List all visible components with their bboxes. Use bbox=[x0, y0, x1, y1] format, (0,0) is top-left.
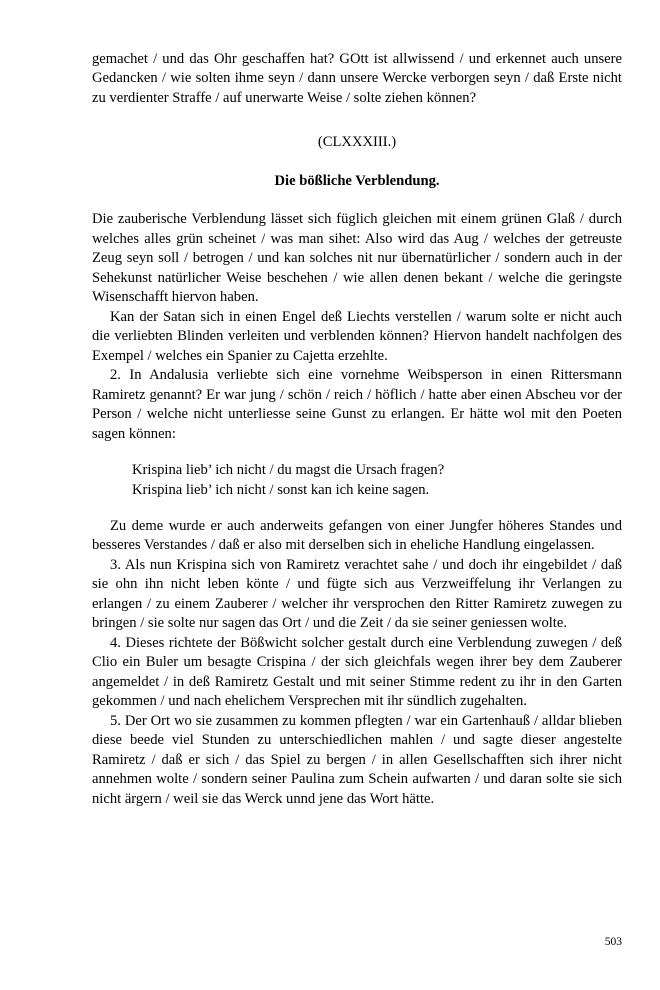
chapter-title: Die bößliche Verblendung. bbox=[274, 173, 440, 190]
verse-line-2: Krispina lieb’ ich nicht / sonst kan ich keine sagen. bbox=[132, 481, 430, 498]
page-number: 503 bbox=[604, 936, 622, 948]
body-paragraph-1: Die zauberische Verblendung lässet sich füglich gleichen mit einem grünen Glaß / durch welches alles grün scheinet / was man sihet: Also wird das Aug / welches der getreuste Zeug seyn soll / betrogen / und kan solches nit nur übernatürlicher / sondern auch in der Sehekunst natürlicher Weise beschehen / wie allen denen bekant / welche die geringste Wisenschafft hiervon haben. bbox=[92, 211, 622, 306]
body-paragraph-7: 5. Der Ort wo sie zusammen zu kommen pflegten / war ein Gartenhauß / alldar blieben diese beede viel Stunden zu unterschiedlichen mahlen / und sagte dieser angestelte Ramiretz / daß er sich / das Spiel zu bergen / in allen Gesellschafften sich ihrer nicht annehmen wolte / sondern seiner Paulina zum Schein aufwarten / und daran solte sie sich nicht ärgern / weil sie das Werck unnd jene das Wort hätte. bbox=[92, 712, 622, 807]
verse-block bbox=[92, 461, 622, 500]
opening-paragraph: gemachet / und das Ohr geschaffen hat? GOtt ist allwissend / und erkennet auch unsere Gedancken / wie solten ihme seyn / dann unsere Wercke verborgen seyn / daß Erste nicht zu verdienter Straffe / auf unerwarte Weise / solte ziehen können? bbox=[92, 51, 622, 106]
body-paragraph-6: 4. Dieses richtete der Bößwicht solcher gestalt durch eine Verblendung zuwegen / deß Clio ein Buler um besagte Crispina / der sich gleichfals wegen ihrer bey dem Zauberer angemeldet / in deß Ramiretz Gestalt und mit seiner Stimme redent zu ihr in den Garten gekommen / und nach ehelichem Versprechen mit ihr sündlich zugehalten. bbox=[92, 634, 622, 710]
body-paragraph-2: Kan der Satan sich in einen Engel deß Liechts verstellen / warum solte er nicht auch die verliebten Blinden verleiten und verblenden können? Hiervon handelt nachfolgen des Exempel / welches ein Spanier zu Cajetta erzehlte. bbox=[92, 308, 622, 364]
body-paragraph-4: Zu deme wurde er auch anderweits gefangen von einer Jungfer höheres Standes und besseres Verstandes / daß er also mit derselben sich in eheliche Handlung eingelassen. bbox=[92, 517, 622, 554]
body-paragraph-5: 3. Als nun Krispina sich von Ramiretz verachtet sahe / und doch ihr eingebildet / daß sie ohn ihn nicht leben könte / und fügte sich aus Verzweiffelung ihr Verlangen zu erlangen / zu einem Zauberer / welcher ihr versprochen den Ritter Ramiretz zuwegen zu bringen / sie solte nur sagen das Ort / und die Zeit / da sie seiner geniessen wolte. bbox=[92, 556, 622, 632]
page-content bbox=[92, 50, 622, 809]
chapter-number: (CLXXXIII.) bbox=[317, 134, 397, 151]
body-paragraph-3: 2. In Andalusia verliebte sich eine vornehme Weibsperson in einen Rittersmann Ramiretz genannt? Er war jung / schön / reich / höflich / hatte aber einen Abscheu vor der Person / welche nicht unterliesse seine Gunst zu erlangen. Er hätte wol mit den Poeten sagen können: bbox=[92, 367, 622, 442]
verse-line-1: Krispina lieb’ ich nicht / du magst die Ursach fragen? bbox=[132, 462, 445, 479]
